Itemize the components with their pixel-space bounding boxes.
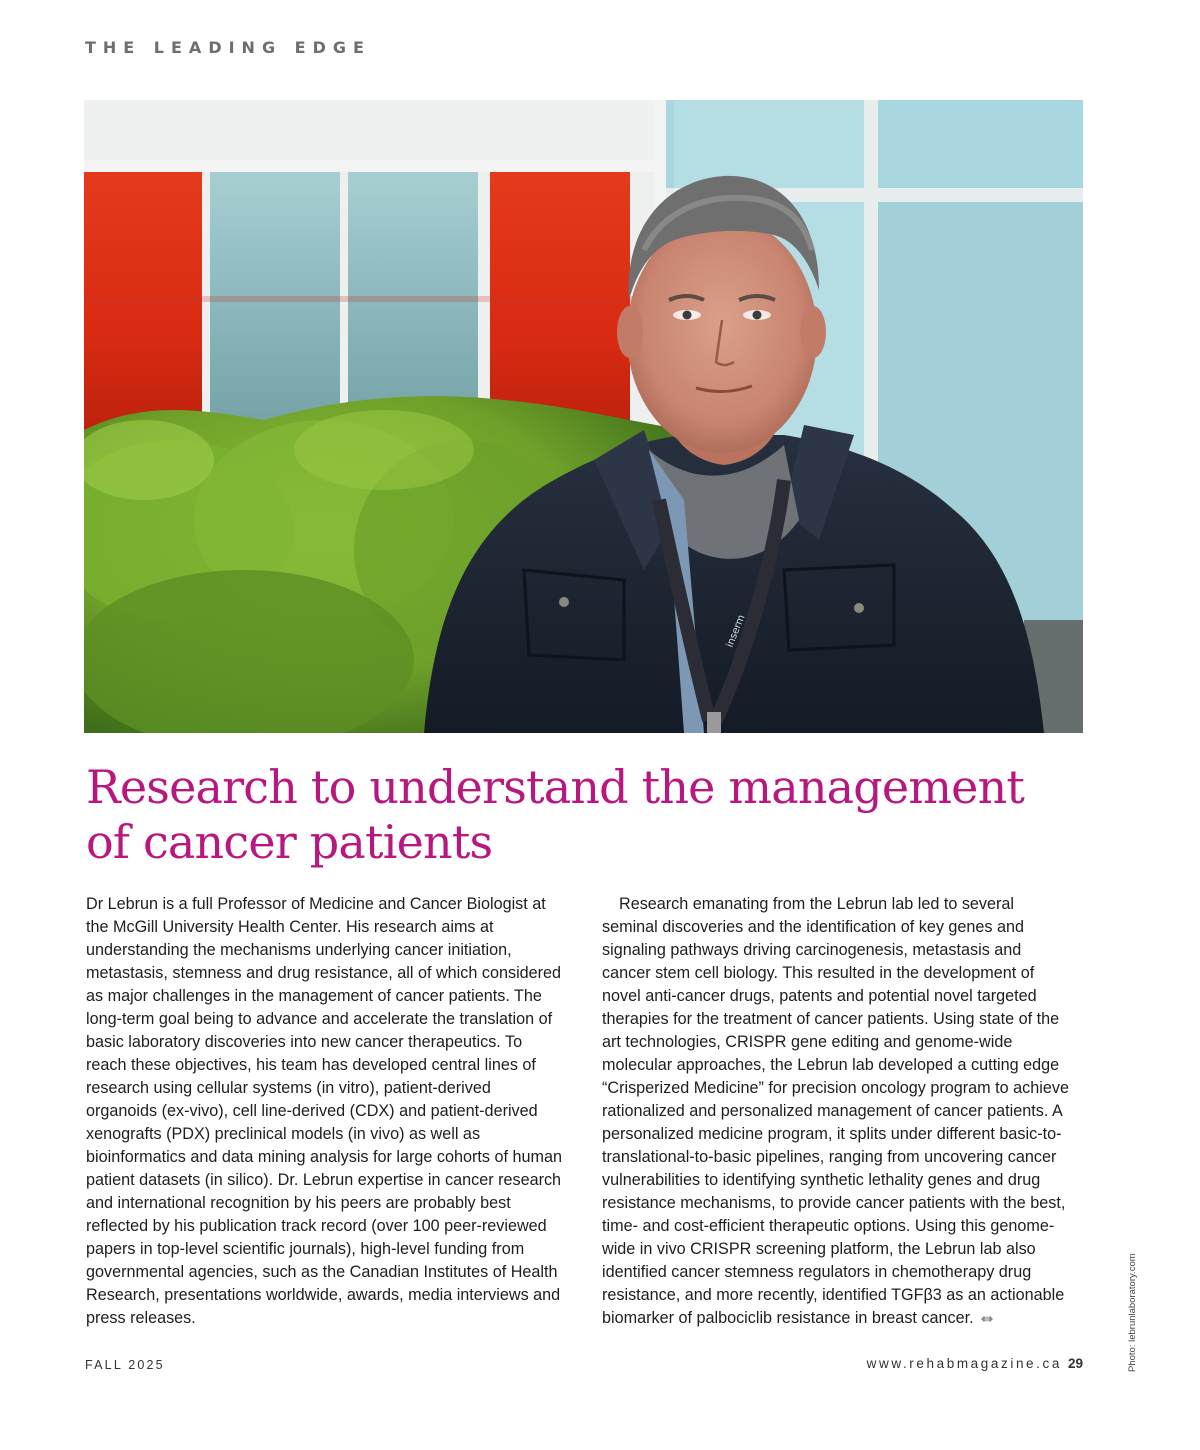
website-link[interactable]: www.rehabmagazine.ca	[866, 1356, 1062, 1371]
article-headline: Research to understand the management of cancer patients	[86, 760, 1025, 869]
end-of-article-icon	[978, 1314, 996, 1324]
page-number: 29	[1067, 1356, 1083, 1371]
portrait-photo	[84, 100, 1083, 733]
section-label: THE LEADING EDGE	[85, 38, 371, 57]
lanyard-text: inserm	[724, 613, 748, 650]
article-column-left: Dr Lebrun is a full Professor of Medicine and Cancer Biologist at the McGill University Health Center. His research aims at understanding the mechanisms underlying cancer initiation, metastasis, stemness and drug resistance, all of which considered as major challenges in the management of cancer patients. The long-term goal being to advance and accelerate the translation of basic laboratory discoveries into new cancer therapeutics. To reach these objectives, his team has developed central lines of research using cellular systems (in vitro), patient-derived organoids (ex-vivo), cell line-derived (CDX) and patient-derived xenografts (PDX) preclinical models (in vivo) as well as bioinformatics and data mining analysis for large cohorts of human patient datasets (in silico). Dr. Lebrun expertise in cancer research and international recognition by his peers are probably best reflected by his publication track record (over 100 peer-reviewed papers in top-level scientific journals), high-level funding from governmental agencies, such as the Canadian Institutes of Health Research, presentations worldwide, awards, media interviews and press releases.	[86, 895, 562, 1327]
article-column-right-text: Research emanating from the Lebrun lab led to several seminal discoveries and the identification of key genes and signaling pathways driving carcinogenesis, metastasis and cancer stem cell biology. This resulted in the development of novel anti-cancer drugs, patents and potential novel targeted therapies for the treatment of cancer patients. Using state of the art technologies, CRISPR gene editing and genome-wide molecular approaches, the Lebrun lab developed a cutting edge “Crisperized Medicine” for precision oncology program to achieve rationalized and personalized management of cancer patients. A personalized medicine program, it splits under different basic-to-translational-to-basic pipelines, ranging from uncovering cancer vulnerabilities to identifying synthetic lethality genes and drug resistance mechanisms, to provide cancer patients with the best, time- and cost-efficient therapeutic options. Using this genome-wide in vivo CRISPR screening platform, the Lebrun lab also identified cancer stemness regulators in chemotherapy drug resistance, and more recently, identified TGFβ3 as an actionable biomarker of palbociclib resistance in breast cancer.	[602, 895, 1069, 1327]
photo-credit: Photo: lebrunlaboratory.com	[1127, 1253, 1138, 1372]
article-column-right	[602, 893, 1072, 1330]
issue-label: FALL 2025	[85, 1358, 165, 1372]
footer-right	[867, 1356, 1083, 1371]
